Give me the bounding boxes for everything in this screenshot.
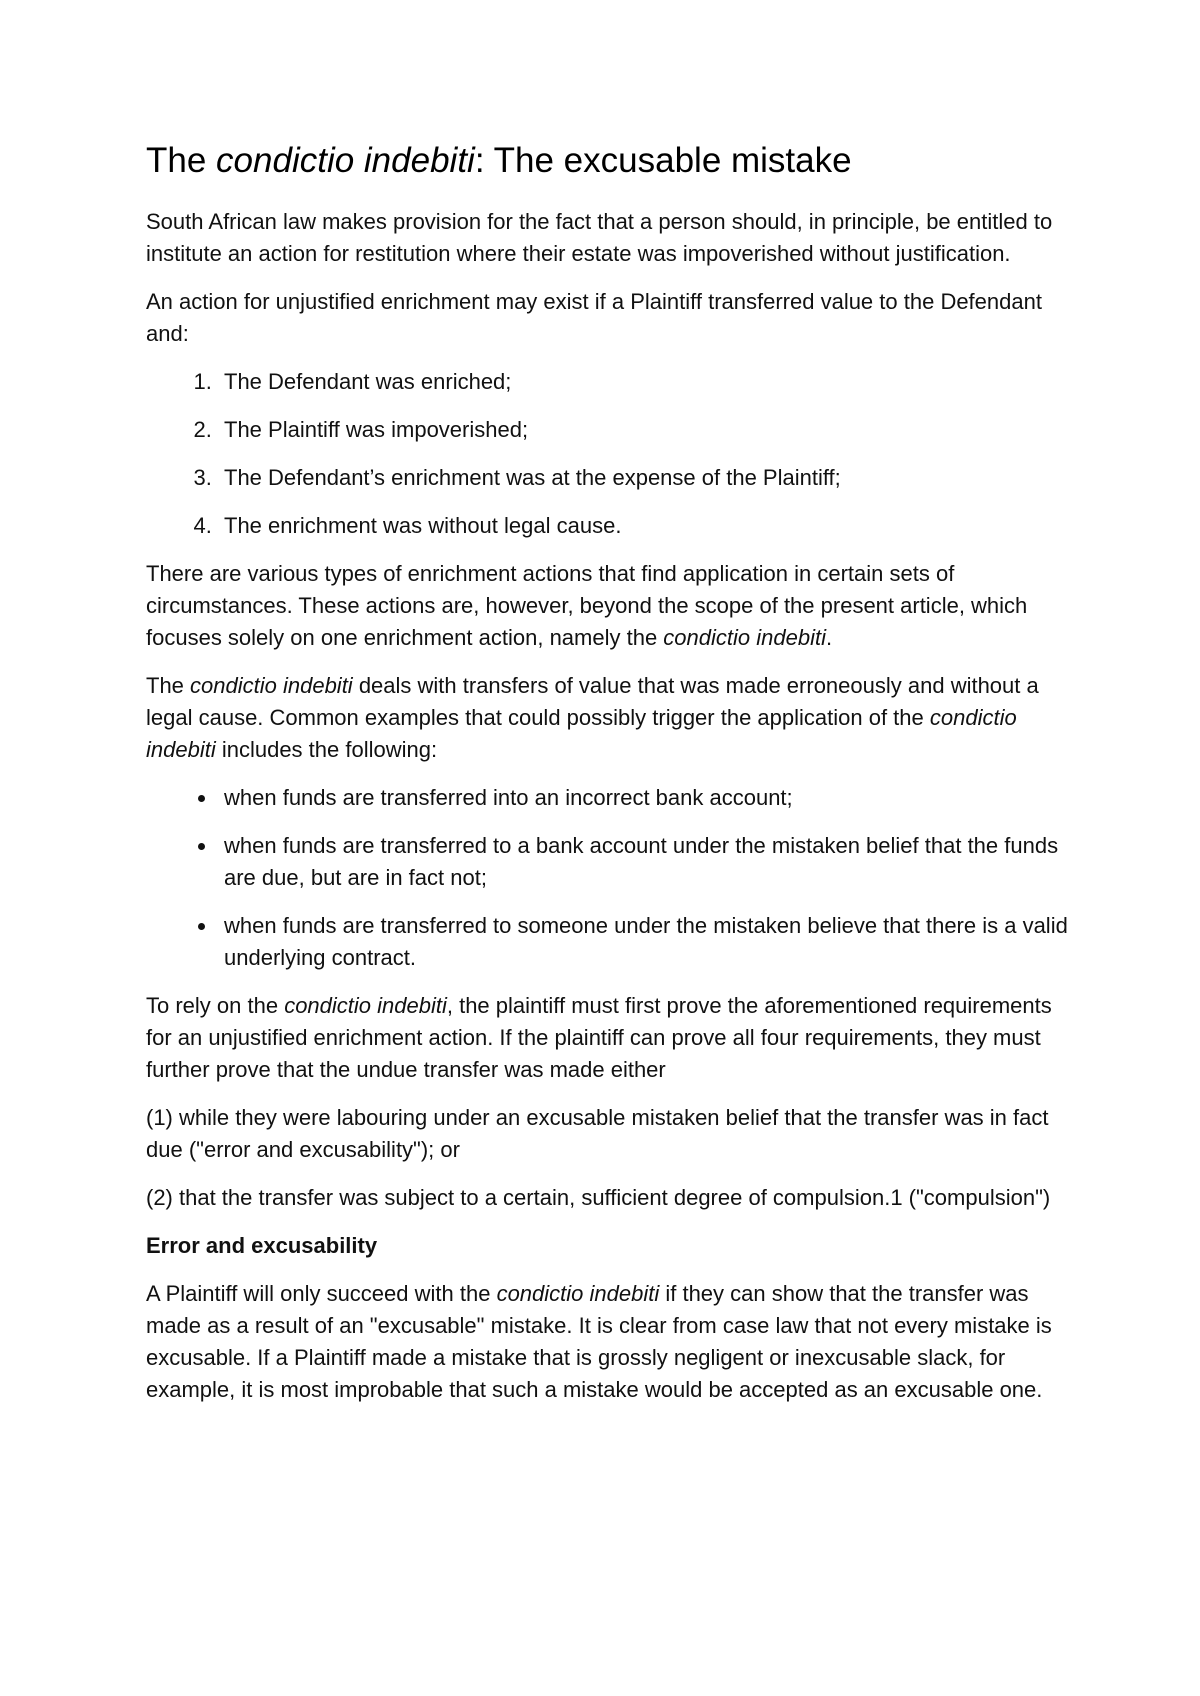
text-run: To rely on the <box>146 993 285 1018</box>
paragraph-excusable <box>146 1278 1076 1406</box>
paragraph-option-1: (1) while they were labouring under an excusable mistaken belief that the transfer was in fact due ("error and excusability"); or <box>146 1105 1049 1162</box>
italic-term: condictio indebiti <box>663 625 826 650</box>
title-italic: condictio indebiti <box>216 141 475 180</box>
italic-term: condictio indebiti <box>146 705 1017 762</box>
requirements-list <box>146 366 1076 542</box>
paragraph-definition <box>146 670 1076 766</box>
text-run: , the plaintiff must first prove the aforementioned requirements for an unjustified enrichment action. If the plaintiff can prove all four requirements, they must further prove that the undue transfer was made either <box>146 993 1052 1082</box>
paragraph-types <box>146 558 1076 654</box>
list-item: 1. The Defendant was enriched; <box>218 366 1076 398</box>
list-item: 3. The Defendant’s enrichment was at the expense of the Plaintiff; <box>218 462 1076 494</box>
paragraph-action: An action for unjustified enrichment may exist if a Plaintiff transferred value to the Defendant and: <box>146 289 1042 346</box>
text-run: includes the following: <box>215 737 438 762</box>
text-run: . <box>825 625 833 650</box>
section-heading: Error and excusability <box>146 1233 378 1258</box>
paragraph-rely <box>146 990 1076 1086</box>
italic-term: condictio indebiti <box>496 1281 660 1306</box>
text-run: A Plaintiff will only succeed with the <box>146 1281 497 1306</box>
paragraph-option-2: (2) that the transfer was subject to a certain, sufficient degree of compulsion.1 ("compulsion") <box>146 1185 1051 1210</box>
examples-list <box>146 782 1076 974</box>
text-run: if they can show that the transfer was made as a result of an "excusable" mistake. It is clear from case law that not every mistake is excusable. If a Plaintiff made a mistake that is grossly negligent or inexcusable slack, for example, it is most improbable that such a mistake would be accepted as an excusable one. <box>146 1281 1052 1402</box>
italic-term: condictio indebiti <box>190 673 353 698</box>
paragraph-intro: South African law makes provision for the fact that a person should, in principle, be entitled to institute an action for restitution where their estate was impoverished without justification. <box>146 209 1053 266</box>
list-item: • when funds are transferred to someone under the mistaken believe that there is a valid underlying contract. <box>218 910 1076 974</box>
page-title <box>146 140 1076 182</box>
document-page <box>146 140 1076 1422</box>
text-run: There are various types of enrichment actions that find application in certain sets of circumstances. These actions are, however, beyond the scope of the present article, which focuses solely on one enrichment action, namely the <box>146 561 1028 650</box>
list-item: 2. The Plaintiff was impoverished; <box>218 414 1076 446</box>
title-part-1: The <box>146 141 217 180</box>
title-part-2: : The excusable mistake <box>474 141 852 180</box>
list-item: • when funds are transferred to a bank account under the mistaken belief that the funds are due, but are in fact not; <box>218 830 1076 894</box>
text-run: The <box>146 673 191 698</box>
italic-term: condictio indebiti <box>284 993 447 1018</box>
text-run: deals with transfers of value that was made erroneously and without a legal cause. Common examples that could possibly trigger the application of the <box>146 673 1039 730</box>
list-item: • when funds are transferred into an incorrect bank account; <box>218 782 1076 814</box>
list-item: 4. The enrichment was without legal cause. <box>218 510 1076 542</box>
